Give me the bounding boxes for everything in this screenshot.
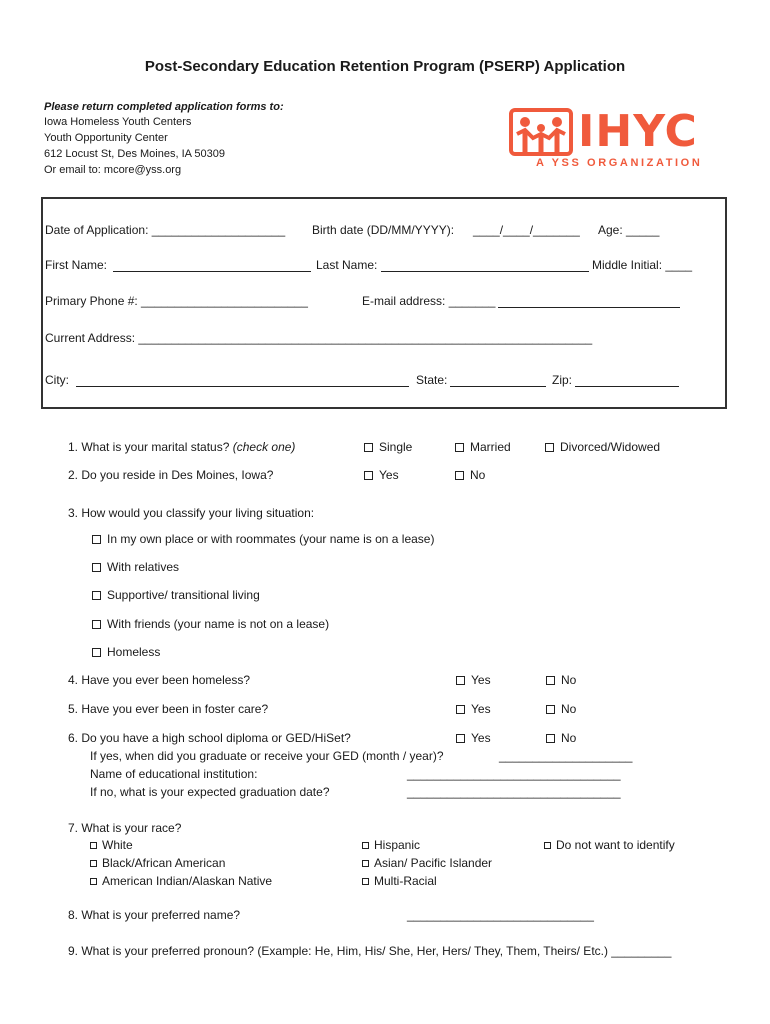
- checkbox-icon[interactable]: [362, 842, 369, 849]
- checkbox-icon[interactable]: [456, 705, 465, 714]
- logo-tagline: A YSS ORGANIZATION: [536, 157, 703, 169]
- logo-wordmark: IHYC: [578, 106, 698, 157]
- checkbox-icon[interactable]: [546, 705, 555, 714]
- q7-option-black[interactable]: Black/African American: [90, 856, 225, 870]
- last-name-label: Last Name:: [316, 258, 378, 272]
- q1-option-married[interactable]: Married: [455, 440, 511, 454]
- q3-option-own-place[interactable]: In my own place or with roommates (your name is on a lease): [92, 532, 434, 546]
- q8-preferred-name-field[interactable]: ____________________________: [407, 908, 594, 922]
- middle-initial-field[interactable]: Middle Initial: ____: [592, 258, 693, 272]
- checkbox-icon[interactable]: [92, 563, 101, 572]
- birth-date-label: Birth date (DD/MM/YYYY):: [312, 223, 455, 237]
- q7-option-not-identify[interactable]: Do not want to identify: [544, 838, 675, 852]
- email-label: E-mail address: _______: [362, 294, 496, 308]
- q6-institution-field[interactable]: ________________________________: [407, 767, 621, 781]
- q4-option-yes[interactable]: Yes: [456, 673, 491, 687]
- birth-date-field[interactable]: ____/____/_______: [473, 223, 580, 237]
- zip-field[interactable]: [575, 374, 679, 387]
- checkbox-icon[interactable]: [362, 860, 369, 867]
- first-name-field[interactable]: [113, 259, 311, 272]
- email-field[interactable]: [498, 295, 680, 308]
- checkbox-icon[interactable]: [455, 471, 464, 480]
- city-field[interactable]: [76, 374, 409, 387]
- q6-graduation-field[interactable]: ____________________: [499, 749, 633, 763]
- q5-option-no[interactable]: No: [546, 702, 576, 716]
- q6-option-yes[interactable]: Yes: [456, 731, 491, 745]
- q1-option-single[interactable]: Single: [364, 440, 412, 454]
- checkbox-icon[interactable]: [92, 535, 101, 544]
- page-title: Post-Secondary Education Retention Program (PSERP) Application: [144, 58, 626, 75]
- city-label: City:: [45, 373, 69, 387]
- ihyc-logo-icon: [509, 108, 573, 161]
- return-line-address: 612 Locust St, Des Moines, IA 50309: [44, 148, 226, 160]
- q7-option-american-indian[interactable]: American Indian/Alaskan Native: [90, 874, 272, 888]
- primary-phone-field[interactable]: Primary Phone #: _________________________: [45, 294, 308, 308]
- checkbox-icon[interactable]: [92, 648, 101, 657]
- q7-label: 7. What is your race?: [68, 821, 182, 835]
- age-field[interactable]: Age: _____: [598, 223, 660, 237]
- state-label: State:: [416, 373, 448, 387]
- checkbox-icon[interactable]: [455, 443, 464, 452]
- return-heading: Please return completed application forms to:: [44, 101, 284, 113]
- q7-option-multiracial[interactable]: Multi-Racial: [362, 874, 437, 888]
- q6-sub-institution-label: Name of educational institution:: [90, 767, 258, 781]
- checkbox-icon[interactable]: [456, 676, 465, 685]
- q9-label[interactable]: 9. What is your preferred pronoun? (Example: He, Him, His/ She, Her, Hers/ They, Them, Theirs/ Etc.) _________: [68, 944, 672, 958]
- q7-option-hispanic[interactable]: Hispanic: [362, 838, 420, 852]
- checkbox-icon[interactable]: [546, 676, 555, 685]
- q7-option-white[interactable]: White: [90, 838, 133, 852]
- q6-label: 6. Do you have a high school diploma or GED/HiSet?: [68, 731, 351, 745]
- q4-option-no[interactable]: No: [546, 673, 576, 687]
- checkbox-icon[interactable]: [92, 591, 101, 600]
- checkbox-icon[interactable]: [92, 620, 101, 629]
- q3-option-relatives[interactable]: With relatives: [92, 560, 179, 574]
- checkbox-icon[interactable]: [90, 878, 97, 885]
- q4-label: 4. Have you ever been homeless?: [68, 673, 251, 687]
- checkbox-icon[interactable]: [545, 443, 554, 452]
- last-name-field[interactable]: [381, 259, 589, 272]
- q1-option-divorced[interactable]: Divorced/Widowed: [545, 440, 660, 454]
- q8-label: 8. What is your preferred name?: [68, 908, 241, 922]
- date-of-application-field[interactable]: Date of Application: ____________________: [45, 223, 286, 237]
- q5-label: 5. Have you ever been in foster care?: [68, 702, 269, 716]
- q3-option-homeless[interactable]: Homeless: [92, 645, 160, 659]
- checkbox-icon[interactable]: [364, 471, 373, 480]
- q6-option-no[interactable]: No: [546, 731, 576, 745]
- q7-option-asian[interactable]: Asian/ Pacific Islander: [362, 856, 492, 870]
- first-name-label: First Name:: [45, 258, 108, 272]
- checkbox-icon[interactable]: [544, 842, 551, 849]
- q2-option-no[interactable]: No: [455, 468, 485, 482]
- checkbox-icon[interactable]: [456, 734, 465, 743]
- checkbox-icon[interactable]: [546, 734, 555, 743]
- q6-sub-expected-label: If no, what is your expected graduation date?: [90, 785, 330, 799]
- return-line-center: Youth Opportunity Center: [44, 132, 168, 144]
- q6-sub-graduation-label: If yes, when did you graduate or receive your GED (month / year)?: [90, 749, 444, 763]
- q2-option-yes[interactable]: Yes: [364, 468, 399, 482]
- checkbox-icon[interactable]: [362, 878, 369, 885]
- q3-label: 3. How would you classify your living situation:: [68, 506, 315, 520]
- zip-label: Zip:: [552, 373, 573, 387]
- q5-option-yes[interactable]: Yes: [456, 702, 491, 716]
- checkbox-icon[interactable]: [90, 860, 97, 867]
- q2-label: 2. Do you reside in Des Moines, Iowa?: [68, 468, 274, 482]
- checkbox-icon[interactable]: [90, 842, 97, 849]
- return-line-email: Or email to: mcore@yss.org: [44, 164, 182, 176]
- q1-label: 1. What is your marital status? (check one): [68, 440, 296, 454]
- current-address-field[interactable]: Current Address: ____________________________________________________________________: [45, 331, 593, 345]
- checkbox-icon[interactable]: [364, 443, 373, 452]
- state-field[interactable]: [450, 374, 546, 387]
- q6-expected-field[interactable]: ________________________________: [407, 785, 621, 799]
- q3-option-supportive[interactable]: Supportive/ transitional living: [92, 588, 260, 602]
- return-line-org: Iowa Homeless Youth Centers: [44, 116, 192, 128]
- q3-option-friends[interactable]: With friends (your name is not on a lease): [92, 617, 329, 631]
